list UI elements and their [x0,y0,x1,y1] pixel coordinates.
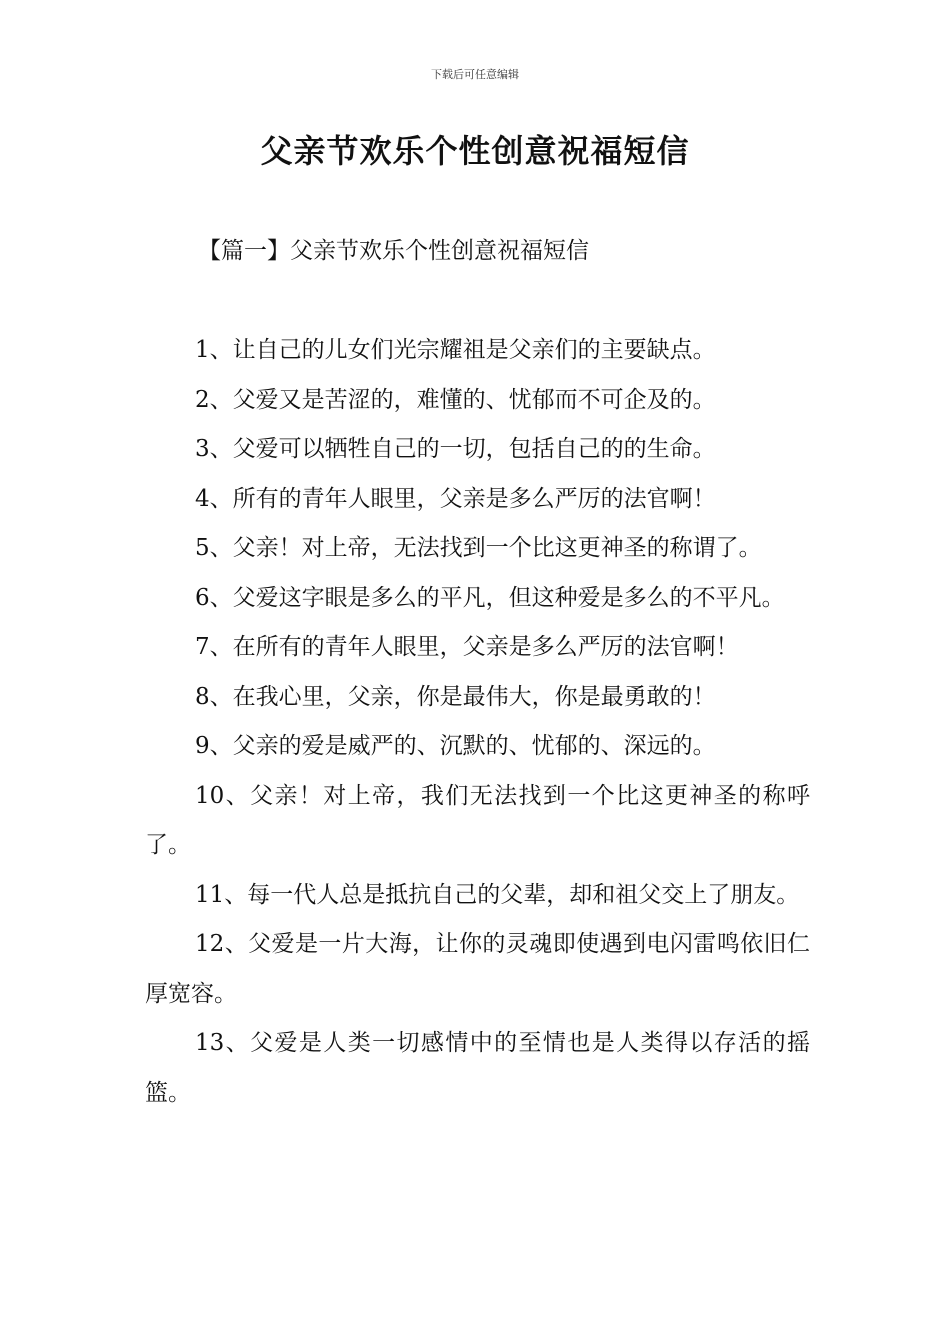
header-note: 下载后可任意编辑 [431,68,519,81]
list-item: 6、父爱这字眼是多么的平凡，但这种爱是多么的不平凡。 [195,584,785,611]
list-item: 8、在我心里，父亲，你是最伟大，你是最勇敢的！ [195,683,716,710]
list-item: 9、父亲的爱是威严的、沉默的、忧郁的、深远的。 [195,733,716,759]
list-item: 2、父爱又是苦涩的，难懂的、忧郁而不可企及的。 [195,386,716,413]
list-item: 10、父亲！对上帝，我们无法找到一个比这更神圣的称呼了。 [145,782,810,858]
list-item: 7、在所有的青年人眼里，父亲是多么严厉的法官啊！ [195,634,739,660]
message-list [145,326,810,1118]
list-item: 11、每一代人总是抵抗自己的父辈，却和祖父交上了朋友。 [195,881,800,908]
document-title: 父亲节欢乐个性创意祝福短信 [260,132,690,170]
section-heading: 【篇一】父亲节欢乐个性创意祝福短信 [198,238,589,264]
list-item: 12、父爱是一片大海，让你的灵魂即使遇到电闪雷鸣依旧仁厚宽容。 [145,931,810,1007]
list-item: 5、父亲！对上帝，无法找到一个比这更神圣的称谓了。 [195,535,762,561]
list-item: 4、所有的青年人眼里，父亲是多么严厉的法官啊！ [195,485,716,512]
list-item: 13、父爱是人类一切感情中的至情也是人类得以存活的摇篮。 [145,1030,810,1106]
list-item: 3、父爱可以牺牲自己的一切，包括自己的的生命。 [195,436,716,462]
list-item: 1、让自己的儿女们光宗耀祖是父亲们的主要缺点。 [195,337,716,363]
